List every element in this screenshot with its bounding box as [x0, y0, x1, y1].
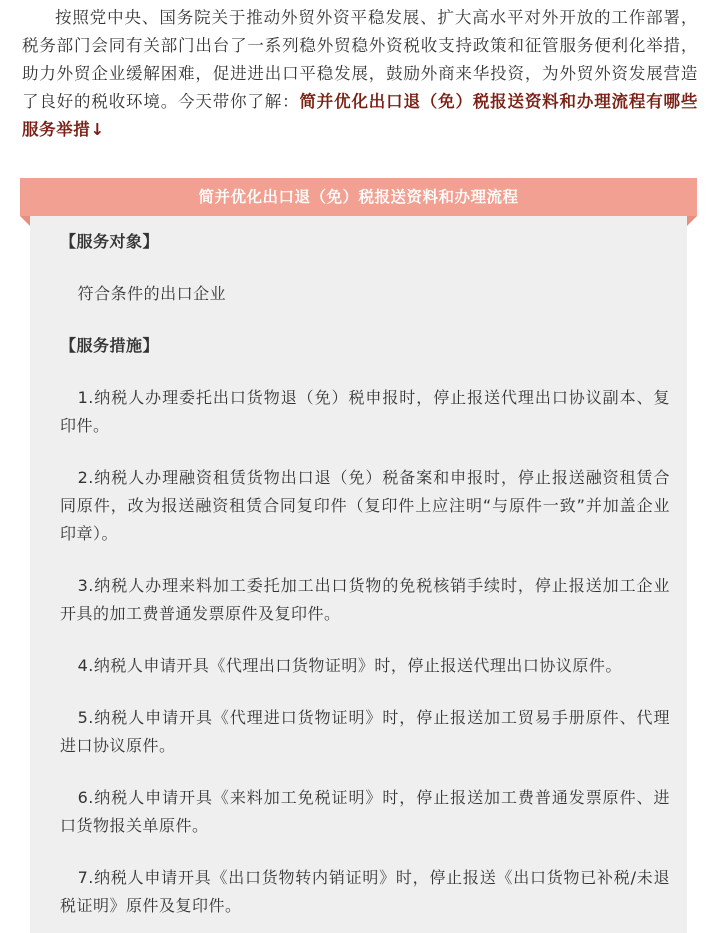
content-panel — [30, 216, 687, 933]
service-box — [20, 178, 697, 933]
measure-item-4: 4.纳税人申请开具《代理出口货物证明》时，停止报送代理出口协议原件。 — [77, 656, 622, 675]
service-measures-heading: 【服务措施】 — [60, 336, 160, 355]
measure-item-3: 3.纳税人办理来料加工委托加工出口货物的免税核销手续时，停止报送加工企业开具的加工费普通发票原件及复印件。 — [60, 576, 670, 623]
service-target-text: 符合条件的出口企业 — [77, 284, 227, 303]
measure-item-1: 1.纳税人办理委托出口货物退（免）税申报时，停止报送代理出口协议副本、复印件。 — [60, 388, 670, 435]
intro-paragraph — [22, 4, 698, 144]
measure-item-7: 7.纳税人申请开具《出口货物转内销证明》时，停止报送《出口货物已补税/未退税证明》原件及复印件。 — [60, 868, 670, 915]
measure-item-5: 5.纳税人申请开具《代理进口货物证明》时，停止报送加工贸易手册原件、代理进口协议原件。 — [60, 708, 670, 755]
banner-fold-left — [20, 216, 30, 226]
banner-fold-right — [687, 216, 697, 226]
measure-item-6: 6.纳税人申请开具《来料加工免税证明》时，停止报送加工费普通发票原件、进口货物报关单原件。 — [60, 788, 670, 835]
measure-item-2: 2.纳税人办理融资租赁货物出口退（免）税备案和申报时，停止报送融资租赁合同原件，改为报送融资租赁合同复印件（复印件上应注明“与原件一致”并加盖企业印章）。 — [60, 468, 670, 543]
section-banner: 简并优化出口退（免）税报送资料和办理流程 — [20, 178, 697, 216]
intro-highlight-link: 简并优化出口退（免）税报送资料和办理流程有哪些服务举措↓ — [22, 92, 698, 139]
intro-text: 按照党中央、国务院关于推动外贸外资平稳发展、扩大高水平对外开放的工作部署，税务部门会同有关部门出台了一系列稳外贸稳外资税收支持政策和征管服务便利化举措，助力外贸企业缓解困难，促进进出口平稳发展，鼓励外商来华投资，为外贸外资发展营造了良好的税收环境。今天带你了解： — [22, 8, 698, 111]
service-target-heading: 【服务对象】 — [60, 232, 160, 251]
